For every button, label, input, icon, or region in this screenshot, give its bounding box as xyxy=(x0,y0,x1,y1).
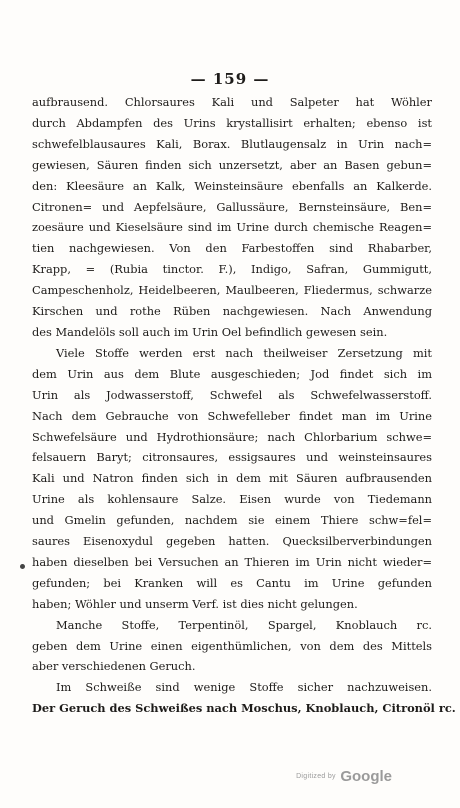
paragraph-start-line: Viele Stoffe werden erst nach theilweiser Zersetzung mit xyxy=(56,345,432,360)
text-line: Campeschenholz, Heidelbeeren, Maulbeeren, Fliedermus, schwarze xyxy=(32,283,432,298)
text-line: Urine als kohlensaure Salze. Eisen wurde von Tiedemann xyxy=(32,492,432,507)
text-line: Schwefelsäure und Hydrothionsäure; nach Chlorbarium schwe= xyxy=(32,429,432,444)
text-line: durch Abdampfen des Urins krystallisirt erhalten; ebenso ist xyxy=(32,115,432,130)
text-line: dem Urin aus dem Blute ausgeschieden; Jod findet sich im xyxy=(32,366,432,381)
text-line: aufbrausend. Chlorsaures Kali und Salpeter hat Wöhler xyxy=(32,95,432,109)
text-line: den: Kleesäure an Kalk, Weinsteinsäure ebenfalls an Kalkerde. xyxy=(32,178,432,193)
page-number-header: — 159 — xyxy=(190,70,270,88)
text-line: geben dem Urine einen eigenthümlichen, von dem des Mittels xyxy=(32,638,432,653)
text-line: und Gmelin gefunden, nachdem sie einem Thiere schw=fel= xyxy=(32,513,432,528)
text-line: Kirschen und rothe Rüben nachgewiesen. Nach Anwendung xyxy=(32,304,432,319)
margin-mark xyxy=(20,564,25,569)
text-line: Nach dem Gebrauche von Schwefelleber findet man im Urine xyxy=(32,408,432,423)
text-line: saures Eisenoxydul gegeben hatten. Quecksilberverbindungen xyxy=(32,534,432,549)
text-line: gewiesen, Säuren finden sich unzersetzt, aber an Basen gebun= xyxy=(32,157,432,172)
text-line: zoesäure und Kieselsäure sind im Urine durch chemische Reagen= xyxy=(32,220,432,235)
text-line: haben dieselben bei Versuchen an Thieren im Urin nicht wieder= xyxy=(32,554,432,569)
google-logo: Google xyxy=(340,768,392,785)
watermark-prefix: Digitized by xyxy=(296,773,336,780)
paragraph-start-line: Im Schweiße sind wenige Stoffe sicher nachzuweisen. xyxy=(56,680,432,695)
text-line: aber verschiedenen Geruch. xyxy=(32,659,196,674)
text-line: haben; Wöhler und unserm Verf. ist dies nicht gelungen. xyxy=(32,596,358,611)
text-line: felsauern Baryt; citronsaures, essigsaures und weinsteinsaures xyxy=(32,450,432,465)
text-line: Kali und Natron finden sich in dem mit Säuren aufbrausenden xyxy=(32,471,432,486)
text-line: gefunden; bei Kranken will es Cantu im Urine gefunden xyxy=(32,575,432,590)
text-line: Krapp, = (Rubia tinctor. F.), Indigo, Safran, Gummigutt, xyxy=(32,262,432,277)
body-text xyxy=(32,92,456,719)
text-line: Der Geruch des Schweißes nach Moschus, Knoblauch, Citronöl rc. xyxy=(32,701,456,716)
text-line: tien nachgewiesen. Von den Farbestoffen sind Rhabarber, xyxy=(32,241,432,256)
text-line: Citronen= und Aepfelsäure, Gallussäure, Bernsteinsäure, Ben= xyxy=(32,199,432,214)
paragraph-start-line: Manche Stoffe, Terpentinöl, Spargel, Knoblauch rc. xyxy=(56,617,432,632)
digitized-watermark xyxy=(296,768,392,786)
text-line: schwefelblausaures Kali, Borax. Blutlaugensalz in Urin nach= xyxy=(32,136,432,151)
text-line: des Mandelöls soll auch im Urin Oel befindlich gewesen sein. xyxy=(32,324,388,339)
text-line: Urin als Jodwasserstoff, Schwefel als Schwefelwasserstoff. xyxy=(32,387,432,402)
